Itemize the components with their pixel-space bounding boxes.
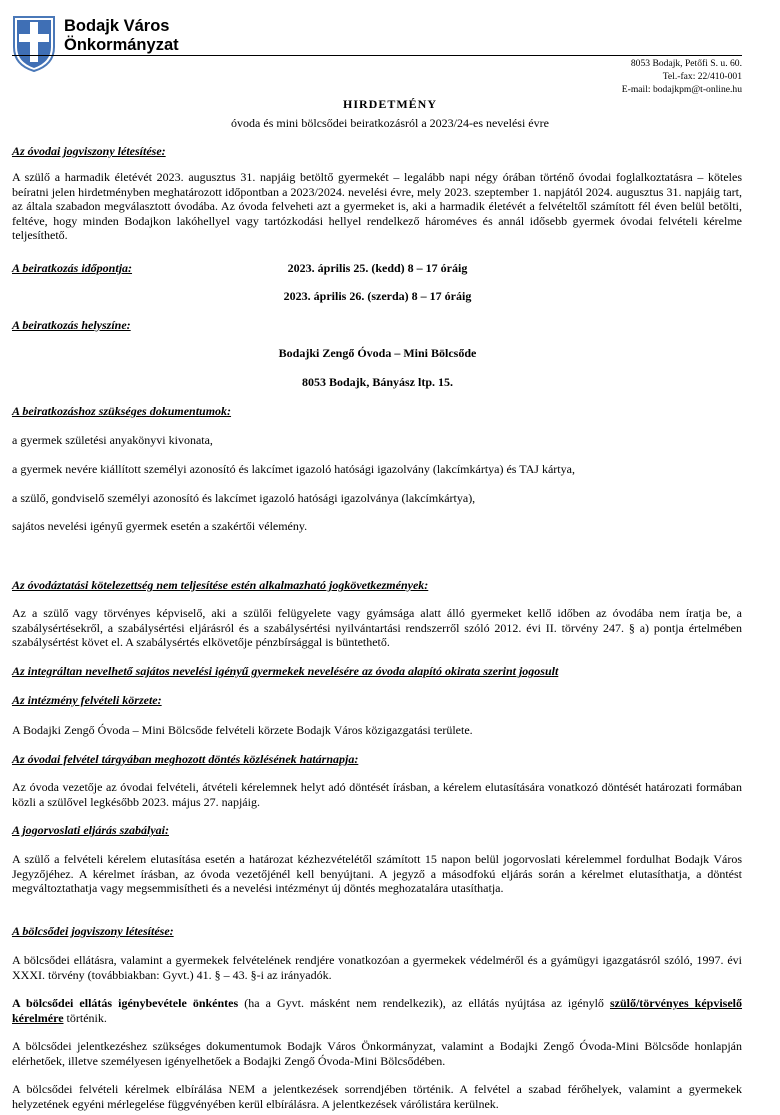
section-heading: A beiratkozás helyszíne: xyxy=(12,318,131,332)
document-title: HIRDETMÉNY xyxy=(342,97,437,111)
section-heading: Az óvodai felvétel tárgyában meghozott döntés közlésének határnapja: xyxy=(12,752,359,766)
paragraph: A szülő a harmadik életévét 2023. augusztus 31. napjáig betöltő gyermekét – legalább napi négy órában történő óvodai foglalkoztatásra – köteles beíratni jelen hirdetményben meghatározott időpontban a 2023/2024. nevelési évre, mely 2023. szeptember 1. napjától 2024. augusztus 31. napjáig tart, az általa szabadon megválasztott óvodába. Az óvoda felveheti azt a gyermeket is, aki a harmadik életévét a felvételtől számított fél éven belül betölti, feltéve, hogy minden Bodajkon lakóhellyel vagy tartózkodási hellyel rendelkező hároméves és annál idősebb gyermek óvodai felvételi kérelme teljesíthető. xyxy=(12,170,742,242)
document-list-item: a szülő, gondviselő személyi azonosító és lakcímet igazoló hatósági igazolványa (lakcímkártya), xyxy=(12,491,476,505)
section-heading: A beiratkozáshoz szükséges dokumentumok: xyxy=(12,404,232,418)
org-name-line2: Önkormányzat xyxy=(64,36,179,54)
section-heading: A beiratkozás időpontja: xyxy=(12,261,133,275)
paragraph xyxy=(12,996,742,1025)
paragraph: A Bodajki Zengő Óvoda – Mini Bölcsőde felvételi körzete Bodajk Város közigazgatási területe. xyxy=(12,723,473,737)
document-list-item: a gyermek születési anyakönyvi kivonata, xyxy=(12,433,213,447)
paragraph: Az a szülő vagy törvényes képviselő, aki a szülői felügyelete vagy gyámsága alatt álló gyermeket kellő időben az óvodába nem íratja be, a szabálysértésekről, a szabálysértési eljárásról és a szabálysértési nyilvántartási rendszerről szóló 2012. évi II. törvény 247. § a) pontja értelmében szabálysértést követ el. A szabálysértés elkövetője pénzbírsággal is büntethető. xyxy=(12,606,742,649)
section-heading: A jogorvoslati eljárás szabályai: xyxy=(12,823,170,837)
organization-name xyxy=(64,17,179,55)
paragraph: A szülő a felvételi kérelem elutasítása esetén a határozat kézhezvételétől számított 15 napon belül jogorvoslati kérelemmel fordulhat Bodajk Város Jegyzőjéhez. A kérelmet írásban, az óvoda vezetőjénél kell benyújtani. A jegyző a másodfokú eljárás során a kérelmet elutasíthatja, a döntést megváltoztathatja vagy megsemmisítheti és a nevelési intézményt új döntés meghozatalára utasíthatja. xyxy=(12,852,742,895)
coat-of-arms-logo xyxy=(12,15,56,73)
paragraph: Az óvoda vezetője az óvodai felvételi, átvételi kérelemnek helyt adó döntését írásban, a kérelem elutasítására vonatkozó döntését határozati formában közli a szülővel legkésőbb 2023. május 27. napjáig. xyxy=(12,780,742,809)
enrollment-date-1: 2023. április 25. (kedd) 8 – 17 óráig xyxy=(287,261,468,275)
org-name-line1: Bodajk Város xyxy=(64,17,170,35)
document-subtitle: óvoda és mini bölcsődei beiratkozásról a 2023/24-es nevelési évre xyxy=(231,116,549,130)
paragraph: A bölcsődei felvételi kérelmek elbírálása NEM a jelentkezések sorrendjében történik. A felvétel a szabad férőhelyek, valamint a gyermekek helyzetének egyéni mérlegelése függvényében kerül elbírálásra. A jelentkezések várólistára kerülnek. xyxy=(12,1082,742,1111)
section-heading: Az óvodáztatási kötelezettség nem teljesítése estén alkalmazható jogkövetkezmények: xyxy=(12,578,429,592)
contact-address: 8053 Bodajk, Petőfi S. u. 60. xyxy=(630,58,742,69)
text-segment: (ha a Gyvt. másként nem rendelkezik), az ellátás nyújtása az igénylő xyxy=(238,996,610,1010)
bold-phrase: A bölcsődei ellátás igénybevétele önkéntes xyxy=(12,996,239,1010)
section-heading: Az integráltan nevelhető sajátos nevelési igényű gyermekek nevelésére az óvoda alapító okirata szerint jogosult xyxy=(12,664,559,678)
enrollment-location-address: 8053 Bodajk, Bányász ltp. 15. xyxy=(301,375,454,389)
enrollment-location-name: Bodajki Zengő Óvoda – Mini Bölcsőde xyxy=(278,346,477,360)
section-heading: A bölcsődei jogviszony létesítése: xyxy=(12,924,174,938)
header-divider xyxy=(12,55,742,56)
bold-underlined-phrase: szülő/törvényes képviselő kérelmére xyxy=(12,996,743,1025)
paragraph: A bölcsődei ellátásra, valamint a gyermekek felvételének rendjére vonatkozóan a gyermekek védelméről és a gyámügyi igazgatásról szóló, 1997. évi XXXI. törvény (továbbiakban: Gyvt.) 41. § – 43. §-i az irányadók. xyxy=(12,953,742,982)
paragraph: A bölcsődei jelentkezéshez szükséges dokumentumok Bodajk Város Önkormányzat, valamint a Bodajki Zengő Óvoda-Mini Bölcsőde honlapján elérhetőek, illetve személyesen igényelhetőek a Bodajki Zengő Óvoda-Mini Bölcsődében. xyxy=(12,1039,742,1068)
text-segment: történik. xyxy=(63,1010,107,1025)
section-heading: Az óvodai jogviszony létesítése: xyxy=(12,144,166,158)
contact-email: E-mail: bodajkpm@t-online.hu xyxy=(621,84,742,95)
contact-phone: Tel.-fax: 22/410-001 xyxy=(662,71,742,82)
document-list-item: sajátos nevelési igényű gyermek esetén a szakértői vélemény. xyxy=(12,519,308,533)
enrollment-date-2: 2023. április 26. (szerda) 8 – 17 óráig xyxy=(283,289,472,303)
contact-block xyxy=(622,57,742,96)
document-list-item: a gyermek nevére kiállított személyi azonosító és lakcímet igazoló hatósági igazolvány (lakcímkártya) és TAJ kártya, xyxy=(12,462,575,476)
section-heading: Az intézmény felvételi körzete: xyxy=(12,693,162,707)
